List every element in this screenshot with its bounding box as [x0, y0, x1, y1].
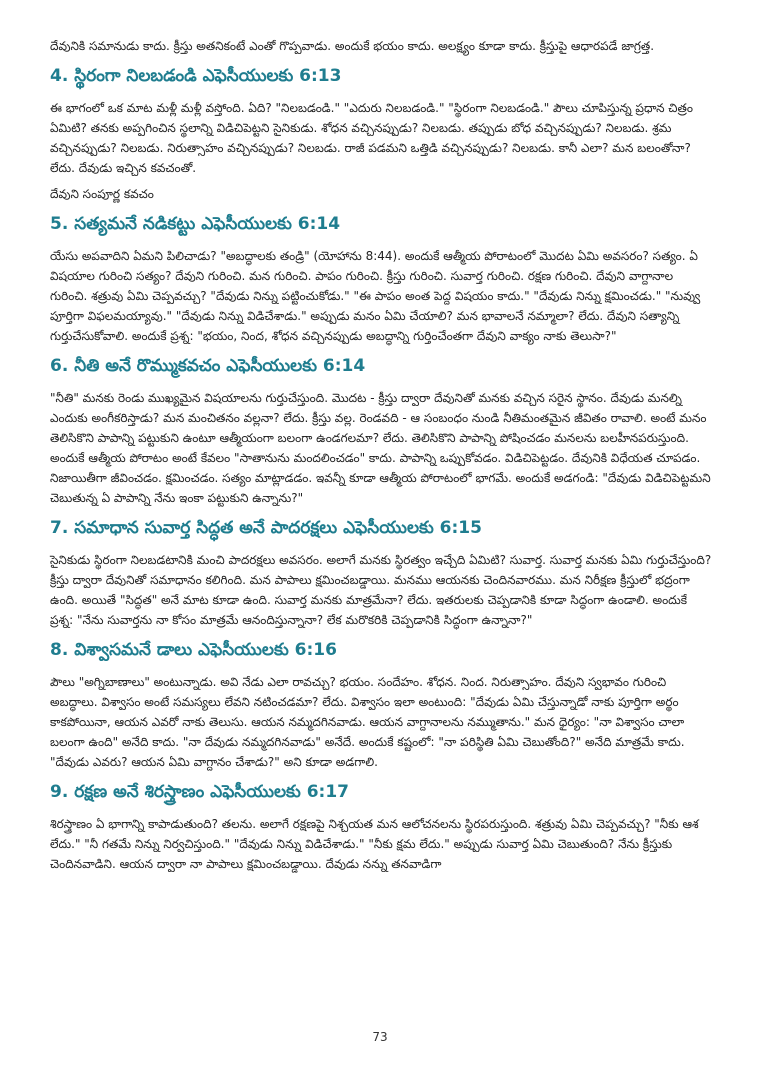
section-7-paragraph: సైనికుడు స్థిరంగా నిలబడటానికి మంచి పాదరక్షలు అవసరం. అలాగే మనకు స్థిరత్వం ఇచ్చేది ఏమిటి? సువార్త. సువార్త మనకు ఏమి గుర్తుచేస్తుంది? క్రీస్తు ద్వారా దేవునితో సమాధానం కలిగింది. మన పాపాలు క్షమించబడ్డాయి. మనము ఆయనకు చెందినవారము. మన నిరీక్షణ క్రీస్తులో భద్రంగా ఉంది. అయితే "సిద్ధత" అనే మాట కూడా ఉంది. సువార్త మనకు మాత్రమేనా? లేదు. ఇతరులకు చెప్పడానికి కూడా సిద్ధంగా ఉండాలి. అందుకే ప్రశ్న: "నేను సువార్తను నా కోసం మాత్రమే ఆనందిస్తున్నానా? లేక మరొకరికి చెప్పడానికి సిద్ధంగా ఉన్నానా?"	[50, 553, 712, 627]
intro-paragraph: దేవునికి సమానుడు కాదు. క్రీస్తు అతనికంటే ఎంతో గొప్పవాడు. అందుకే భయం కాదు. అలక్ష్యం కూడా కాదు. క్రీస్తుపై ఆధారపడే జాగ్రత్త.	[50, 39, 655, 53]
section-8-paragraph: పౌలు "అగ్నిబాణాలు" అంటున్నాడు. అవి నేడు ఎలా రావచ్చు? భయం. సందేహం. శోధన. నింద. నిరుత్సాహం. దేవుని స్వభావం గురించి అబద్ధాలు. విశ్వాసం అంటే సమస్యలు లేవని నటించడమా? లేదు. విశ్వాసం ఇలా అంటుంది: "దేవుడు ఏమి చేస్తున్నాడో నాకు పూర్తిగా అర్థం కాకపోయినా, ఆయన ఎవరో నాకు తెలుసు. ఆయన నమ్మదగినవాడు. ఆయన వాగ్దానాలను నమ్ముతాను." మన ధైర్యం: "నా విశ్వాసం చాలా బలంగా ఉంది" అనేది కాదు. "నా దేవుడు నమ్మదగినవాడు" అనేదే. అందుకే కష్టంలో: "నా పరిస్థితి ఏమి చెబుతోంది?" అనేది మాత్రమే కాదు. "దేవుడు ఎవరు? ఆయన ఏమి వాగ్దానం చేశాడు?" అని కూడా అడగాలి.	[50, 675, 685, 769]
section-heading-4: 4. స్థిరంగా నిలబడండి ఎఫెసీయులకు 6:13	[50, 66, 342, 86]
section-4-paragraph: ఈ భాగంలో ఒక మాట మళ్లీ మళ్లీ వస్తోంది. ఏది? "నిలబడండి." "ఎదురు నిలబడండి." "స్థిరంగా నిలబడండి." పౌలు చూపిస్తున్న ప్రధాన చిత్రం ఏమిటి? తనకు అప్పగించిన స్థలాన్ని విడిచిపెట్టని సైనికుడు. శోధన వచ్చినప్పుడు? నిలబడు. తప్పుడు బోధ వచ్చినప్పుడు? నిలబడు. శ్రమ వచ్చినప్పుడు? నిలబడు. నిరుత్సాహం వచ్చినప్పుడు? నిలబడు. రాజీ పడమని ఒత్తిడి వచ్చినప్పుడు? నిలబడు. కానీ ఎలా? మన బలంతోనా? లేదు. దేవుడు ఇచ్చిన కవచంతో.	[50, 101, 693, 175]
page-body	[50, 36, 714, 874]
section-9-paragraph: శిరస్త్రాణం ఏ భాగాన్ని కాపాడుతుంది? తలను. అలాగే రక్షణపై నిశ్చయత మన ఆలోచనలను స్థిరపరుస్తుంది. శత్రువు ఏమి చెప్పవచ్చు? "నీకు ఆశ లేదు." "నీ గతమే నిన్ను నిర్వచిస్తుంది." "దేవుడు నిన్ను విడిచేశాడు." "నీకు క్షమ లేదు." అప్పుడు సువార్త ఏమి చెబుతుంది? నేను క్రీస్తుకు చెందినవాడిని. ఆయన ద్వారా నా పాపాలు క్షమించబడ్డాయి. దేవుడు నన్ను తనవాడిగా	[50, 817, 699, 871]
armor-label: దేవుని సంపూర్ణ కవచం	[50, 187, 154, 201]
section-6-paragraph: "నీతి" మనకు రెండు ముఖ్యమైన విషయాలను గుర్తుచేస్తుంది. మొదట - క్రీస్తు ద్వారా దేవునితో మనకు వచ్చిన సరైన స్థానం. దేవుడు మనల్ని ఎందుకు అంగీకరిస్తాడు? మన మంచితనం వల్లనా? లేదు. క్రీస్తు వల్ల. రెండవది - ఆ సంబంధం నుండి నీతిమంతమైన జీవితం రావాలి. అంటే మనం తెలిసికొని పాపాన్ని పట్టుకుని ఉంటూ ఆత్మీయంగా బలంగా ఉండగలమా? లేదు. తెలిసికొని పాపాన్ని పోషించడం మనలను బలహీనపరుస్తుంది. అందుకే ఆత్మీయ పోరాటం అంటే కేవలం "సాతానును మందలించడం" కాదు. పాపాన్ని ఒప్పుకోవడం. విడిచిపెట్టడం. దేవునికి విధేయత చూపడం. నిజాయితీగా జీవించడం. క్షమించడం. సత్యం మాట్లాడడం. ఇవన్నీ కూడా ఆత్మీయ పోరాటంలో భాగమే. అందుకే అడగండి: "దేవుడు విడిచిపెట్టమని చెబుతున్న ఏ పాపాన్ని నేను ఇంకా పట్టుకుని ఉన్నాను?"	[50, 391, 711, 505]
section-heading-8: 8. విశ్వాసమనే డాలు ఎఫెసీయులకు 6:16	[50, 640, 337, 660]
section-heading-9: 9. రక్షణ అనే శిరస్త్రాణం ఎఫెసీయులకు 6:17	[50, 782, 349, 802]
section-heading-6: 6. నీతి అనే రొమ్ముకవచం ఎఫెసీయులకు 6:14	[50, 356, 366, 376]
page-number: 73	[372, 1030, 388, 1044]
section-5-paragraph: యేసు అపవాదిని ఏమని పిలిచాడు? "అబద్ధాలకు తండ్రి" (యోహాను 8:44). అందుకే ఆత్మీయ పోరాటంలో మొదట ఏమి అవసరం? సత్యం. ఏ విషయాల గురించి సత్యం? దేవుని గురించి. మన గురించి. పాపం గురించి. క్రీస్తు గురించి. సువార్త గురించి. రక్షణ గురించి. దేవుని వాగ్దానాల గురించి. శత్రువు ఏమి చెప్పవచ్చు? "దేవుడు నిన్ను పట్టించుకోడు." "ఈ పాపం అంత పెద్ద విషయం కాదు." "దేవుడు నిన్ను క్షమించడు." "నువ్వు పూర్తిగా విఫలమయ్యావు." "దేవుడు నిన్ను విడిచేశాడు." అప్పుడు మనం ఏమి చేయాలి? మన భావాలనే నమ్మాలా? లేదు. దేవుని సత్యాన్ని గుర్తుచేసుకోవాలి. అందుకే ప్రశ్న: "భయం, నింద, శోధన వచ్చినప్పుడు అబద్ధాన్ని గుర్తించేంతగా దేవుని వాక్యం నాకు తెలుసా?"	[50, 249, 701, 343]
section-heading-7: 7. సమాధాన సువార్త సిద్ధత అనే పాదరక్షలు ఎఫెసీయులకు 6:15	[50, 518, 482, 538]
section-heading-5: 5. సత్యమనే నడికట్టు ఎఫెసీయులకు 6:14	[50, 214, 341, 234]
